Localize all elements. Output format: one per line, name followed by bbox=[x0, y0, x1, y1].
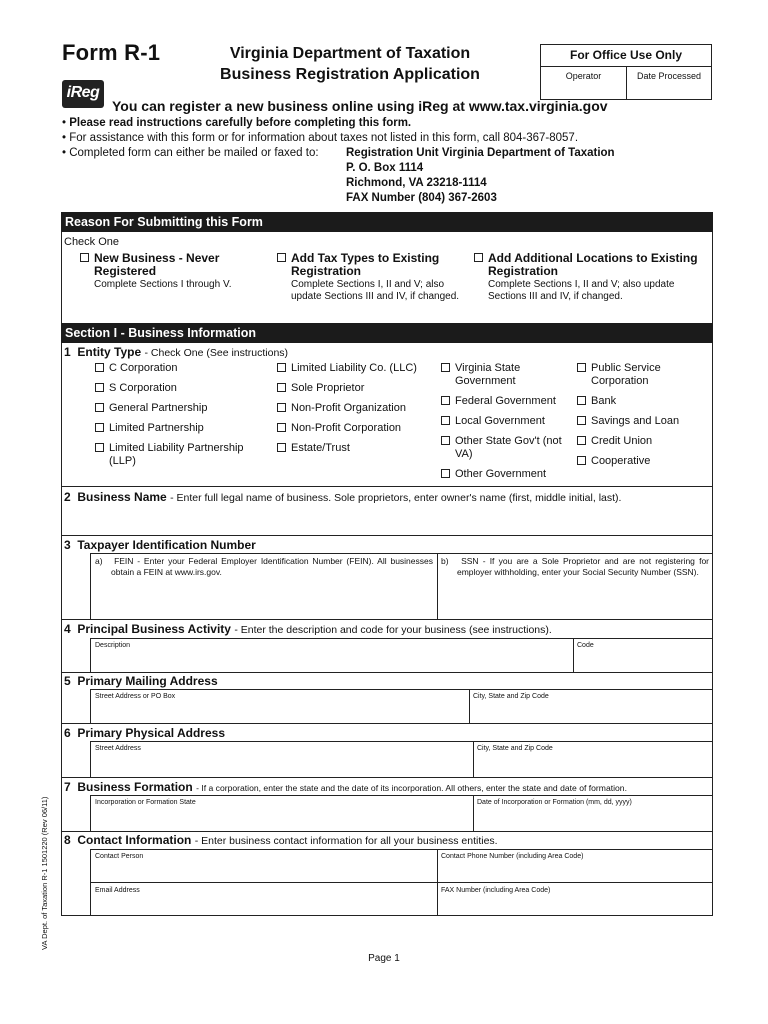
divider bbox=[90, 553, 713, 554]
entity-option[interactable] bbox=[95, 442, 260, 468]
divider bbox=[473, 795, 474, 831]
checkbox[interactable] bbox=[577, 436, 586, 445]
divider bbox=[90, 741, 91, 777]
checkbox[interactable] bbox=[577, 416, 586, 425]
checkbox[interactable] bbox=[441, 363, 450, 372]
entity-option-label: Limited Partnership bbox=[109, 422, 204, 434]
activity-description-input[interactable]: Description bbox=[95, 642, 131, 649]
business-name-input[interactable] bbox=[90, 505, 710, 533]
divider bbox=[61, 831, 713, 832]
activity-code-input[interactable]: Code bbox=[577, 642, 594, 649]
checkbox[interactable] bbox=[277, 363, 286, 372]
entity-option-label: Non-Profit Corporation bbox=[291, 422, 402, 434]
entity-option-label: Non-Profit Organization bbox=[291, 402, 406, 414]
entity-option[interactable] bbox=[441, 415, 571, 428]
contact-email-input[interactable]: Email Address bbox=[95, 887, 140, 894]
entity-option-label: Limited Liability Partnership (LLP) bbox=[109, 442, 244, 467]
entity-option[interactable] bbox=[277, 422, 437, 435]
divider bbox=[437, 553, 438, 619]
physical-address-label: 6 Primary Physical Address bbox=[64, 726, 225, 740]
formation-date-input[interactable]: Date of Incorporation or Formation (mm, dd, yyyy) bbox=[477, 799, 632, 806]
reason-bar: Reason For Submitting this Form bbox=[61, 212, 713, 232]
checkbox[interactable] bbox=[577, 363, 586, 372]
entity-option-label: Savings and Loan bbox=[591, 415, 680, 427]
entity-option[interactable] bbox=[277, 442, 437, 455]
divider bbox=[61, 723, 713, 724]
checkbox[interactable] bbox=[95, 383, 104, 392]
reason-option-new-business[interactable]: New Business - Never Registered Complete Sections I through V. bbox=[80, 252, 260, 291]
entity-type-label: 1 Entity Type - Check One (See instructions) bbox=[64, 345, 289, 359]
office-use-box bbox=[540, 44, 712, 100]
entity-option[interactable] bbox=[441, 468, 571, 481]
divider bbox=[90, 638, 91, 672]
contact-fax-input[interactable]: FAX Number (including Area Code) bbox=[441, 887, 551, 894]
business-name-label: 2 Business Name - Enter full legal name of business. Sole proprietors, enter owner's name (first, middle initial, last). bbox=[64, 490, 622, 504]
reason-option-add-locations[interactable]: Add Additional Locations to Existing Registration Complete Sections I, II and V; also update Sections III and IV, if changed. bbox=[474, 252, 712, 303]
ssn-input[interactable]: b) SSN - If you are a Sole Proprietor and are not registering for employer withholding, enter your Social Security Number (SSN). bbox=[441, 556, 709, 577]
reason-option-add-tax-types[interactable]: Add Tax Types to Existing Registration Complete Sections I, II and V; also update Sections III and IV, if changed. bbox=[277, 252, 462, 303]
check-one-label: Check One bbox=[64, 236, 120, 248]
dept-line-1: Virginia Department of Taxation bbox=[229, 45, 471, 62]
ireg-notice: You can register a new business online using iReg at www.tax.virginia.gov bbox=[112, 98, 608, 114]
form-title: Form R-1 bbox=[62, 40, 161, 65]
entity-option-label: Sole Proprietor bbox=[291, 382, 365, 394]
entity-option-label: Cooperative bbox=[591, 455, 651, 467]
formation-state-input[interactable]: Incorporation or Formation State bbox=[95, 799, 196, 806]
entity-option-label: Estate/Trust bbox=[291, 442, 350, 454]
office-date-field[interactable]: Date Processed bbox=[636, 71, 702, 81]
entity-option[interactable] bbox=[277, 382, 437, 395]
page-number: Page 1 bbox=[368, 953, 400, 964]
entity-option-label: Limited Liability Co. (LLC) bbox=[291, 362, 417, 374]
entity-option[interactable] bbox=[577, 362, 707, 388]
entity-option-label: Other Government bbox=[455, 468, 547, 480]
entity-option-label: Federal Government bbox=[455, 395, 556, 407]
checkbox[interactable] bbox=[277, 253, 286, 262]
entity-option[interactable] bbox=[441, 395, 571, 408]
entity-option[interactable] bbox=[577, 435, 707, 448]
entity-option[interactable] bbox=[95, 382, 260, 395]
checkbox[interactable] bbox=[441, 396, 450, 405]
entity-option[interactable] bbox=[441, 362, 571, 388]
divider bbox=[61, 777, 713, 778]
checkbox[interactable] bbox=[577, 396, 586, 405]
contact-phone-input[interactable]: Contact Phone Number (including Area Code) bbox=[441, 853, 584, 860]
physical-street-input[interactable]: Street Address bbox=[95, 745, 141, 752]
entity-option[interactable] bbox=[277, 362, 437, 375]
activity-label: 4 Principal Business Activity - Enter the description and code for your business (see instructions). bbox=[64, 622, 552, 636]
divider bbox=[90, 689, 91, 723]
entity-option-label: General Partnership bbox=[109, 402, 208, 414]
department-title bbox=[192, 43, 508, 85]
entity-option-label: Virginia State Government bbox=[455, 362, 521, 387]
formation-label: 7 Business Formation - If a corporation, enter the state and the date of its incorporation. All others, enter the state and date of formation. bbox=[64, 780, 627, 794]
note-2: • For assistance with this form or for information about taxes not listed in this form, call 804-367-8057. bbox=[62, 132, 579, 144]
mailing-city-input[interactable]: City, State and Zip Code bbox=[473, 693, 549, 700]
form-revision-code: VA Dept. of Taxation R-1 1501220 (Rev 06/11) bbox=[40, 796, 49, 950]
entity-option[interactable] bbox=[95, 362, 260, 375]
divider bbox=[90, 638, 713, 639]
entity-option-label: C Corporation bbox=[109, 362, 178, 374]
mailing-address-label: 5 Primary Mailing Address bbox=[64, 674, 218, 688]
entity-option-label: S Corporation bbox=[109, 382, 177, 394]
checkbox[interactable] bbox=[577, 456, 586, 465]
checkbox[interactable] bbox=[441, 469, 450, 478]
divider bbox=[90, 689, 713, 690]
entity-option-label: Other State Gov't (not VA) bbox=[455, 435, 562, 460]
checkbox[interactable] bbox=[277, 443, 286, 452]
office-use-title: For Office Use Only bbox=[541, 45, 711, 67]
checkbox[interactable] bbox=[80, 253, 89, 262]
section-1-bar: Section I - Business Information bbox=[61, 323, 713, 343]
entity-option[interactable] bbox=[95, 422, 260, 435]
divider bbox=[61, 535, 713, 536]
fein-input[interactable]: a) FEIN - Enter your Federal Employer Identification Number (FEIN). All businesses obtain a FEIN at www.irs.gov. bbox=[95, 556, 433, 577]
entity-option[interactable] bbox=[441, 435, 571, 461]
entity-option-label: Local Government bbox=[455, 415, 545, 427]
checkbox[interactable] bbox=[474, 253, 483, 262]
entity-option-label: Bank bbox=[591, 395, 617, 407]
checkbox[interactable] bbox=[277, 383, 286, 392]
checkbox[interactable] bbox=[441, 416, 450, 425]
entity-option[interactable] bbox=[277, 402, 437, 415]
divider bbox=[61, 486, 713, 487]
entity-option[interactable] bbox=[577, 455, 707, 468]
divider bbox=[473, 741, 474, 777]
divider bbox=[61, 619, 713, 620]
divider bbox=[90, 849, 713, 850]
tin-label: 3 Taxpayer Identification Number bbox=[64, 538, 256, 552]
physical-city-input[interactable]: City, State and Zip Code bbox=[477, 745, 553, 752]
ireg-logo: iReg bbox=[62, 80, 104, 108]
checkbox[interactable] bbox=[95, 443, 104, 452]
divider bbox=[469, 689, 470, 723]
entity-option[interactable] bbox=[577, 415, 707, 428]
checkbox[interactable] bbox=[95, 423, 104, 432]
contact-label: 8 Contact Information - Enter business contact information for all your business entities. bbox=[64, 833, 498, 847]
divider bbox=[90, 553, 91, 619]
note-3: • Completed form can either be mailed or faxed to: bbox=[62, 147, 319, 159]
divider bbox=[90, 795, 713, 796]
checkbox[interactable] bbox=[441, 436, 450, 445]
mailing-street-input[interactable]: Street Address or PO Box bbox=[95, 693, 176, 700]
checkbox[interactable] bbox=[277, 423, 286, 432]
note-1: • Please read instructions carefully before completing this form. bbox=[62, 117, 412, 129]
divider bbox=[90, 795, 91, 831]
divider bbox=[573, 638, 574, 672]
checkbox[interactable] bbox=[277, 403, 286, 412]
divider bbox=[90, 882, 713, 883]
checkbox[interactable] bbox=[95, 403, 104, 412]
entity-option-label: Credit Union bbox=[591, 435, 653, 447]
mailing-address: Registration Unit Virginia Department of Taxation P. O. Box 1114 Richmond, VA 23218-1114 FAX Number (804) 367-2603 bbox=[346, 147, 615, 204]
checkbox[interactable] bbox=[95, 363, 104, 372]
office-operator-field[interactable]: Operator bbox=[541, 67, 627, 99]
divider bbox=[437, 849, 438, 916]
divider bbox=[90, 741, 713, 742]
entity-option[interactable] bbox=[95, 402, 260, 415]
dept-line-2: Business Registration Application bbox=[220, 66, 480, 83]
entity-option[interactable] bbox=[577, 395, 707, 408]
divider bbox=[90, 849, 91, 916]
entity-option-label: Public Service Corporation bbox=[591, 362, 661, 387]
contact-person-input[interactable]: Contact Person bbox=[95, 853, 144, 860]
divider bbox=[61, 672, 713, 673]
